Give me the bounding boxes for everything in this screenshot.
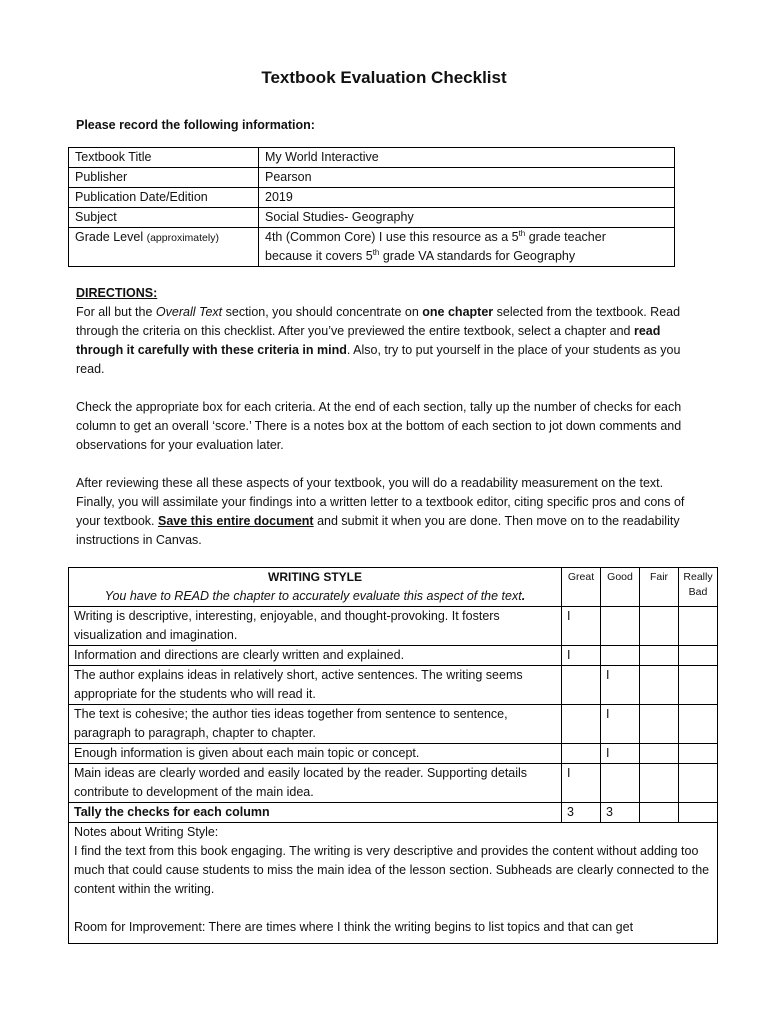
check-cell-great[interactable]	[562, 666, 601, 705]
text-bold: one chapter	[422, 305, 494, 319]
check-cell-really-bad[interactable]	[679, 744, 718, 764]
writing-style-table	[68, 567, 718, 944]
check-cell-fair[interactable]	[640, 607, 679, 646]
tally-great[interactable]: 3	[562, 803, 601, 823]
column-fair: Fair	[640, 568, 679, 607]
column-good: Good	[601, 568, 640, 607]
check-cell-really-bad[interactable]	[679, 607, 718, 646]
check-cell-good[interactable]	[601, 607, 640, 646]
grade-text: grade VA standards for Geography	[379, 249, 576, 263]
criteria-text: Main ideas are clearly worded and easily located by the reader. Supporting details contribute to development of the main idea.	[69, 764, 562, 803]
check-cell-really-bad[interactable]	[679, 666, 718, 705]
info-value-title[interactable]: My World Interactive	[259, 148, 675, 168]
text-italic: Overall Text	[155, 305, 223, 319]
text: selected from the textbook. Read through the criteria on this checklist. After you’ve previewed the entire textbook, select a chapter and	[76, 305, 681, 338]
check-cell-good[interactable]	[601, 764, 640, 803]
writing-style-subheading	[74, 587, 556, 606]
criteria-row	[69, 646, 718, 666]
criteria-row	[69, 607, 718, 646]
info-row-pubdate	[69, 188, 675, 208]
writing-style-header	[69, 568, 562, 607]
check-cell-really-bad[interactable]	[679, 705, 718, 744]
notes-paragraph-1: I find the text from this book engaging. The writing is very descriptive and provides the content without adding too much that could cause students to miss the main idea of the lesson section. Subheads are clearly connected to the content within the writing.	[74, 844, 710, 896]
grade-text: grade teacher	[525, 230, 606, 244]
notes-paragraph-2: Room for Improvement: There are times where I think the writing begins to list topics and that can get	[74, 920, 634, 934]
textbook-info-table	[68, 147, 675, 267]
directions-heading: DIRECTIONS:	[76, 286, 158, 300]
check-cell-good[interactable]: I	[601, 666, 640, 705]
criteria-text: The text is cohesive; the author ties ideas together from sentence to sentence, paragraph to paragraph, chapter to chapter.	[69, 705, 562, 744]
info-row-subject	[69, 208, 675, 228]
check-cell-fair[interactable]	[640, 705, 679, 744]
directions-paragraph-1	[76, 303, 696, 379]
check-cell-good[interactable]: I	[601, 744, 640, 764]
criteria-row	[69, 744, 718, 764]
notes-label: Notes about Writing Style:	[74, 825, 219, 839]
text: and submit it when you are done. Then move on to the readability instructions in Canvas.	[76, 514, 680, 547]
directions-paragraph-2: Check the appropriate box for each criteria. At the end of each section, tally up the number of checks for each column to get an overall ‘score.’ There is a notes box at the bottom of each section to jot down comments and observations for your evaluation later.	[76, 400, 682, 452]
record-info-label: Please record the following information:	[76, 118, 315, 132]
text-bold-underline: Save this entire document	[158, 514, 314, 528]
check-cell-fair[interactable]	[640, 646, 679, 666]
text: For all but the	[76, 305, 156, 319]
grade-label-note: (approximately)	[146, 232, 219, 244]
check-cell-great[interactable]	[562, 705, 601, 744]
info-value-subject[interactable]: Social Studies- Geography	[259, 208, 675, 228]
tally-fair[interactable]	[640, 803, 679, 823]
check-cell-great[interactable]: I	[562, 607, 601, 646]
notes-row	[69, 823, 718, 944]
check-cell-great[interactable]	[562, 744, 601, 764]
text: You have to READ the chapter to accurately evaluate this aspect of the text	[104, 589, 522, 603]
criteria-text: Writing is descriptive, interesting, enjoyable, and thought-provoking. It fosters visualization and imagination.	[69, 607, 562, 646]
writing-style-heading: WRITING STYLE	[268, 570, 362, 584]
writing-style-header-row	[69, 568, 718, 607]
criteria-row	[69, 764, 718, 803]
grade-sup: th	[372, 247, 380, 257]
column-really-bad: Really Bad	[679, 568, 718, 607]
check-cell-fair[interactable]	[640, 666, 679, 705]
criteria-text: Information and directions are clearly written and explained.	[69, 646, 562, 666]
info-row-publisher	[69, 168, 675, 188]
check-cell-great[interactable]: I	[562, 646, 601, 666]
text: .	[521, 589, 526, 603]
text: . Also, try to put yourself in the place of your students as you read.	[76, 343, 681, 376]
info-label: Textbook Title	[69, 148, 259, 168]
directions-section	[76, 284, 696, 569]
info-label: Subject	[69, 208, 259, 228]
criteria-text: The author explains ideas in relatively short, active sentences. The writing seems appropriate for the students who will read it.	[69, 666, 562, 705]
tally-really-bad[interactable]	[679, 803, 718, 823]
check-cell-great[interactable]: I	[562, 764, 601, 803]
info-label: Publisher	[69, 168, 259, 188]
info-label	[69, 228, 259, 267]
directions-paragraph-3	[76, 474, 696, 550]
tally-row	[69, 803, 718, 823]
criteria-row	[69, 705, 718, 744]
check-cell-really-bad[interactable]	[679, 646, 718, 666]
info-value-grade[interactable]	[259, 228, 675, 267]
check-cell-good[interactable]: I	[601, 705, 640, 744]
info-label: Publication Date/Edition	[69, 188, 259, 208]
writing-style-rows	[69, 607, 718, 803]
notes-spacer	[74, 899, 712, 918]
info-row-grade	[69, 228, 675, 267]
check-cell-really-bad[interactable]	[679, 764, 718, 803]
text: section, you should concentrate on	[222, 305, 423, 319]
text-bold: read through it carefully with these criteria in mind	[76, 324, 661, 357]
tally-label: Tally the checks for each column	[69, 803, 562, 823]
criteria-row	[69, 666, 718, 705]
grade-sup: th	[518, 228, 526, 238]
criteria-text: Enough information is given about each main topic or concept.	[69, 744, 562, 764]
info-value-pubdate[interactable]: 2019	[259, 188, 675, 208]
text: After reviewing these all these aspects of your textbook, you will do a readability measurement on the text. Finally, you will assimilate your findings into a written letter to a textbook editor, citing specific pros and cons of your textbook.	[76, 476, 685, 528]
grade-text: 4th (Common Core) I use this resource as a 5	[265, 230, 519, 244]
check-cell-good[interactable]	[601, 646, 640, 666]
grade-label: Grade Level	[75, 230, 144, 244]
check-cell-fair[interactable]	[640, 744, 679, 764]
grade-text: because it covers 5	[265, 249, 373, 263]
page-title: Textbook Evaluation Checklist	[261, 68, 507, 87]
column-great: Great	[562, 568, 601, 607]
tally-good[interactable]: 3	[601, 803, 640, 823]
notes-box[interactable]	[69, 823, 718, 944]
info-row-title	[69, 148, 675, 168]
check-cell-fair[interactable]	[640, 764, 679, 803]
info-value-publisher[interactable]: Pearson	[259, 168, 675, 188]
